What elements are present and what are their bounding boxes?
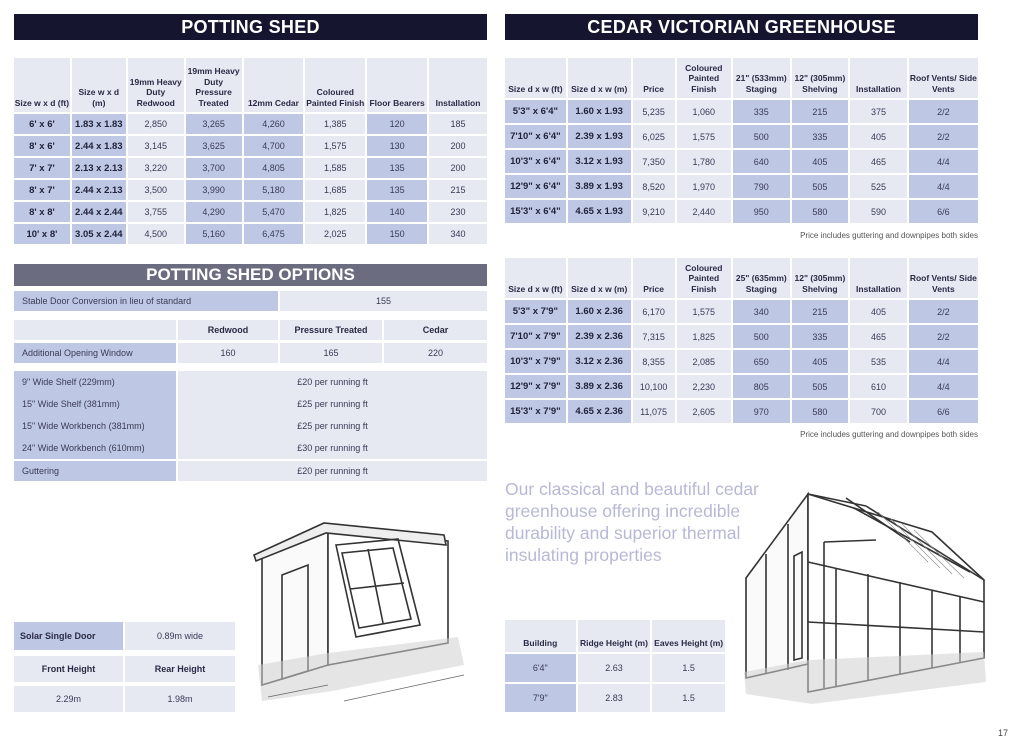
table-cell: 6/6 bbox=[909, 200, 978, 223]
greenhouse-price-table-1 bbox=[503, 56, 980, 225]
table-cell: 1,575 bbox=[677, 125, 731, 148]
table-cell: 640 bbox=[733, 150, 790, 173]
extra-option-value: £20 per running ft bbox=[297, 377, 368, 387]
table-cell: 4,805 bbox=[244, 158, 304, 178]
table-cell: 4/4 bbox=[909, 375, 978, 398]
table-cell: 7,350 bbox=[633, 150, 675, 173]
table-cell: 230 bbox=[429, 202, 487, 222]
potting-shed-illustration bbox=[248, 515, 480, 711]
table-cell: 2.39 x 1.93 bbox=[568, 125, 631, 148]
table-cell: 6,475 bbox=[244, 224, 304, 244]
table-cell: 5,470 bbox=[244, 202, 304, 222]
table-cell: 590 bbox=[850, 200, 907, 223]
column-header: Size d x w (m) bbox=[568, 258, 631, 298]
table-cell: 5,235 bbox=[633, 100, 675, 123]
table-row bbox=[14, 136, 487, 156]
table-cell: 7'10" x 6'4" bbox=[505, 125, 566, 148]
column-header: Size w x d (ft) bbox=[14, 58, 70, 112]
table-cell: 465 bbox=[850, 150, 907, 173]
rear-height-value: 1.98m bbox=[125, 686, 235, 712]
table-cell: 8' x 8' bbox=[14, 202, 70, 222]
front-height-value: 2.29m bbox=[14, 686, 123, 712]
table-cell: 3,755 bbox=[128, 202, 184, 222]
column-header: Installation bbox=[850, 258, 907, 298]
table-cell: 405 bbox=[792, 350, 849, 373]
table-cell: 3.89 x 1.93 bbox=[568, 175, 631, 198]
table-cell: 150 bbox=[367, 224, 427, 244]
column-header: 12" (305mm) Shelving bbox=[792, 258, 849, 298]
opening-window-redwood: 160 bbox=[178, 343, 278, 363]
table-cell: 335 bbox=[792, 125, 849, 148]
extra-option-value: £30 per running ft bbox=[297, 443, 368, 453]
stable-door-label: Stable Door Conversion in lieu of standard bbox=[14, 291, 278, 311]
table-cell: 1,575 bbox=[305, 136, 365, 156]
table-row bbox=[505, 654, 725, 682]
table-cell: 1.5 bbox=[652, 684, 725, 712]
table-cell: 650 bbox=[733, 350, 790, 373]
table-cell: 4/4 bbox=[909, 175, 978, 198]
column-header: Floor Bearers bbox=[367, 58, 427, 112]
extra-option-value: £25 per running ft bbox=[297, 399, 368, 409]
table-cell: 10'3" x 6'4" bbox=[505, 150, 566, 173]
table-cell: 2.44 x 2.44 bbox=[72, 202, 126, 222]
column-header: Roof Vents/ Side Vents bbox=[909, 58, 978, 98]
table-cell: 700 bbox=[850, 400, 907, 423]
page-number: 17 bbox=[998, 728, 1009, 738]
options-col-pressure-treated: Pressure Treated bbox=[280, 320, 382, 340]
table-cell: 2.44 x 2.13 bbox=[72, 180, 126, 200]
table-cell: 200 bbox=[429, 136, 487, 156]
table-cell: 6' x 6' bbox=[14, 114, 70, 134]
table-cell: 3.05 x 2.44 bbox=[72, 224, 126, 244]
table-cell: 7'10" x 7'9" bbox=[505, 325, 566, 348]
table-cell: 215 bbox=[429, 180, 487, 200]
table-cell: 340 bbox=[429, 224, 487, 244]
table-cell: 4,700 bbox=[244, 136, 304, 156]
table-cell: 5,180 bbox=[244, 180, 304, 200]
table-cell: 970 bbox=[733, 400, 790, 423]
table-row bbox=[14, 180, 487, 200]
table-row bbox=[14, 202, 487, 222]
greenhouse-illustration bbox=[738, 482, 990, 714]
table-row bbox=[505, 300, 978, 323]
table-cell: 4.65 x 1.93 bbox=[568, 200, 631, 223]
greenhouse-heights-table bbox=[503, 618, 727, 714]
potting-shed-title: POTTING SHED bbox=[14, 14, 487, 40]
table-cell: 2/2 bbox=[909, 100, 978, 123]
column-header: Coloured Painted Finish bbox=[305, 58, 365, 112]
table-row bbox=[505, 375, 978, 398]
table-cell: 500 bbox=[733, 125, 790, 148]
table-cell: 12'9" x 6'4" bbox=[505, 175, 566, 198]
greenhouse-note-1: Price includes guttering and downpipes both sides bbox=[800, 231, 978, 240]
table-cell: 1,780 bbox=[677, 150, 731, 173]
solar-door-value: 0.89m wide bbox=[125, 622, 235, 650]
opening-window-label: Additional Opening Window bbox=[14, 343, 176, 363]
column-header: Building bbox=[505, 620, 576, 652]
table-row bbox=[505, 350, 978, 373]
table-cell: 3,990 bbox=[186, 180, 242, 200]
table-cell: 2,230 bbox=[677, 375, 731, 398]
table-cell: 2.63 bbox=[578, 654, 651, 682]
table-row bbox=[505, 100, 978, 123]
table-cell: 405 bbox=[792, 150, 849, 173]
table-cell: 2.39 x 2.36 bbox=[568, 325, 631, 348]
table-cell: 4,500 bbox=[128, 224, 184, 244]
column-header: Price bbox=[633, 58, 675, 98]
table-cell: 10' x 8' bbox=[14, 224, 70, 244]
extra-option-label: 24" Wide Workbench (610mm) bbox=[22, 443, 145, 453]
column-header: Coloured Painted Finish bbox=[677, 258, 731, 298]
table-cell: 10,100 bbox=[633, 375, 675, 398]
table-cell: 505 bbox=[792, 175, 849, 198]
table-cell: 1.5 bbox=[652, 654, 725, 682]
table-cell: 200 bbox=[429, 158, 487, 178]
greenhouse-note-2: Price includes guttering and downpipes both sides bbox=[800, 430, 978, 439]
table-row bbox=[14, 114, 487, 134]
table-cell: 135 bbox=[367, 180, 427, 200]
table-cell: 11,075 bbox=[633, 400, 675, 423]
guttering-value: £20 per running ft bbox=[178, 461, 487, 481]
column-header: 19mm Heavy Duty Redwood bbox=[128, 58, 184, 112]
column-header: 19mm Heavy Duty Pressure Treated bbox=[186, 58, 242, 112]
table-cell: 1.60 x 1.93 bbox=[568, 100, 631, 123]
table-cell: 9,210 bbox=[633, 200, 675, 223]
table-cell: 1,575 bbox=[677, 300, 731, 323]
table-cell: 3.12 x 2.36 bbox=[568, 350, 631, 373]
table-cell: 805 bbox=[733, 375, 790, 398]
table-cell: 500 bbox=[733, 325, 790, 348]
table-cell: 790 bbox=[733, 175, 790, 198]
table-row bbox=[14, 224, 487, 244]
table-cell: 2.44 x 1.83 bbox=[72, 136, 126, 156]
table-cell: 405 bbox=[850, 300, 907, 323]
table-cell: 7,315 bbox=[633, 325, 675, 348]
table-cell: 1,385 bbox=[305, 114, 365, 134]
column-header: 12" (305mm) Shelving bbox=[792, 58, 849, 98]
table-cell: 1,970 bbox=[677, 175, 731, 198]
table-row bbox=[505, 125, 978, 148]
table-cell: 8,520 bbox=[633, 175, 675, 198]
extra-option-label: 15" Wide Workbench (381mm) bbox=[22, 421, 145, 431]
table-cell: 335 bbox=[792, 325, 849, 348]
table-cell: 2,440 bbox=[677, 200, 731, 223]
column-header: Installation bbox=[429, 58, 487, 112]
table-cell: 185 bbox=[429, 114, 487, 134]
column-header: Size d x w (m) bbox=[568, 58, 631, 98]
extra-option-label: 9" Wide Shelf (229mm) bbox=[22, 377, 115, 387]
table-cell: 5'3" x 7'9" bbox=[505, 300, 566, 323]
table-cell: 1,685 bbox=[305, 180, 365, 200]
table-cell: 405 bbox=[850, 125, 907, 148]
column-header: Installation bbox=[850, 58, 907, 98]
table-cell: 4,290 bbox=[186, 202, 242, 222]
table-cell: 8,355 bbox=[633, 350, 675, 373]
table-cell: 2/2 bbox=[909, 125, 978, 148]
table-cell: 8' x 6' bbox=[14, 136, 70, 156]
potting-shed-price-table bbox=[12, 56, 489, 246]
table-cell: 580 bbox=[792, 200, 849, 223]
table-cell: 8' x 7' bbox=[14, 180, 70, 200]
table-cell: 3,220 bbox=[128, 158, 184, 178]
table-cell: 4/4 bbox=[909, 150, 978, 173]
opening-window-pressure-treated: 165 bbox=[280, 343, 382, 363]
front-height-label: Front Height bbox=[14, 656, 123, 682]
table-cell: 2,850 bbox=[128, 114, 184, 134]
table-cell: 580 bbox=[792, 400, 849, 423]
table-cell: 5'3" x 6'4" bbox=[505, 100, 566, 123]
table-cell: 335 bbox=[733, 100, 790, 123]
column-header: Price bbox=[633, 258, 675, 298]
table-row bbox=[505, 200, 978, 223]
column-header: 25" (635mm) Staging bbox=[733, 258, 790, 298]
table-cell: 2/2 bbox=[909, 300, 978, 323]
table-cell: 3.12 x 1.93 bbox=[568, 150, 631, 173]
column-header: Size d x w (ft) bbox=[505, 258, 566, 298]
table-cell: 6,025 bbox=[633, 125, 675, 148]
column-header: Eaves Height (m) bbox=[652, 620, 725, 652]
table-cell: 2,025 bbox=[305, 224, 365, 244]
table-cell: 2,085 bbox=[677, 350, 731, 373]
table-cell: 215 bbox=[792, 300, 849, 323]
table-cell: 130 bbox=[367, 136, 427, 156]
table-cell: 465 bbox=[850, 325, 907, 348]
stable-door-value: 155 bbox=[280, 291, 487, 311]
table-cell: 10'3" x 7'9" bbox=[505, 350, 566, 373]
table-row bbox=[505, 175, 978, 198]
table-cell: 525 bbox=[850, 175, 907, 198]
table-cell: 2,605 bbox=[677, 400, 731, 423]
table-cell: 140 bbox=[367, 202, 427, 222]
opening-window-cedar: 220 bbox=[384, 343, 487, 363]
table-cell: 3,700 bbox=[186, 158, 242, 178]
table-cell: 1,825 bbox=[677, 325, 731, 348]
table-row bbox=[14, 158, 487, 178]
column-header: 21" (533mm) Staging bbox=[733, 58, 790, 98]
table-cell: 950 bbox=[733, 200, 790, 223]
table-cell: 12'9" x 7'9" bbox=[505, 375, 566, 398]
greenhouse-title: CEDAR VICTORIAN GREENHOUSE bbox=[505, 14, 978, 40]
table-cell: 505 bbox=[792, 375, 849, 398]
column-header: Size d x w (ft) bbox=[505, 58, 566, 98]
potting-shed-options-title: POTTING SHED OPTIONS bbox=[14, 264, 487, 286]
table-row bbox=[505, 400, 978, 423]
table-cell: 4,260 bbox=[244, 114, 304, 134]
table-row bbox=[505, 684, 725, 712]
table-row bbox=[505, 150, 978, 173]
table-cell: 5,160 bbox=[186, 224, 242, 244]
greenhouse-price-table-2 bbox=[503, 256, 980, 425]
column-header: Roof Vents/ Side Vents bbox=[909, 258, 978, 298]
table-cell: 120 bbox=[367, 114, 427, 134]
table-cell: 4/4 bbox=[909, 350, 978, 373]
table-cell: 2.83 bbox=[578, 684, 651, 712]
table-cell: 1.60 x 2.36 bbox=[568, 300, 631, 323]
table-cell: 135 bbox=[367, 158, 427, 178]
options-header-spacer bbox=[14, 320, 176, 340]
table-cell: 610 bbox=[850, 375, 907, 398]
table-cell: 6,170 bbox=[633, 300, 675, 323]
solar-door-label: Solar Single Door bbox=[14, 622, 123, 650]
table-cell: 1,060 bbox=[677, 100, 731, 123]
table-cell: 2/2 bbox=[909, 325, 978, 348]
table-cell: 3,625 bbox=[186, 136, 242, 156]
table-cell: 1.83 x 1.83 bbox=[72, 114, 126, 134]
column-header: Coloured Painted Finish bbox=[677, 58, 731, 98]
rear-height-label: Rear Height bbox=[125, 656, 235, 682]
table-cell: 7' x 7' bbox=[14, 158, 70, 178]
column-header: Ridge Height (m) bbox=[578, 620, 651, 652]
table-cell: 6'4" bbox=[505, 654, 576, 682]
greenhouse-tagline: Our classical and beautiful cedar greenhouse offering incredible durability and superior thermal insulating properties bbox=[505, 479, 759, 565]
options-col-redwood: Redwood bbox=[178, 320, 278, 340]
table-cell: 15'3" x 6'4" bbox=[505, 200, 566, 223]
table-cell: 340 bbox=[733, 300, 790, 323]
extra-option-value: £25 per running ft bbox=[297, 421, 368, 431]
guttering-label: Guttering bbox=[14, 461, 176, 481]
table-cell: 6/6 bbox=[909, 400, 978, 423]
column-header: Size w x d (m) bbox=[72, 58, 126, 112]
table-cell: 375 bbox=[850, 100, 907, 123]
table-cell: 1,825 bbox=[305, 202, 365, 222]
table-cell: 2.13 x 2.13 bbox=[72, 158, 126, 178]
table-cell: 3.89 x 2.36 bbox=[568, 375, 631, 398]
column-header: 12mm Cedar bbox=[244, 58, 304, 112]
table-cell: 7'9" bbox=[505, 684, 576, 712]
options-col-cedar: Cedar bbox=[384, 320, 487, 340]
table-cell: 3,500 bbox=[128, 180, 184, 200]
table-cell: 1,585 bbox=[305, 158, 365, 178]
table-row bbox=[505, 325, 978, 348]
table-cell: 15'3" x 7'9" bbox=[505, 400, 566, 423]
table-cell: 3,265 bbox=[186, 114, 242, 134]
table-cell: 215 bbox=[792, 100, 849, 123]
table-cell: 3,145 bbox=[128, 136, 184, 156]
table-cell: 4.65 x 2.36 bbox=[568, 400, 631, 423]
table-cell: 535 bbox=[850, 350, 907, 373]
extra-option-label: 15" Wide Shelf (381mm) bbox=[22, 399, 120, 409]
